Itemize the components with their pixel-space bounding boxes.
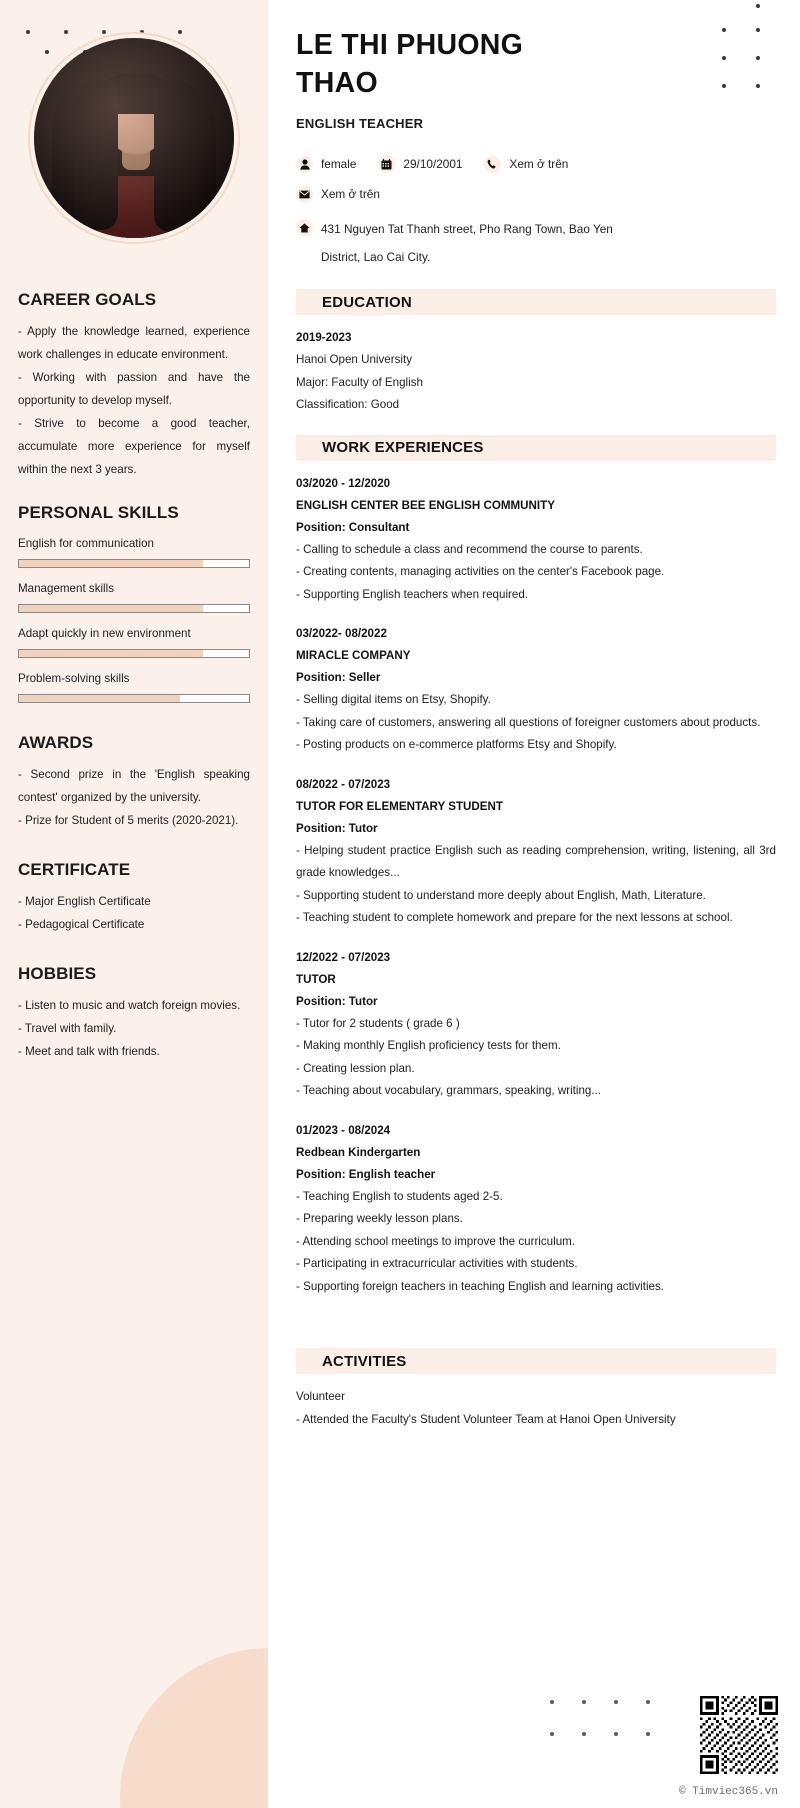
work-bullet: - Teaching student to complete homework and prepare for the next lessons at school.	[296, 911, 733, 924]
hobby-item: - Travel with family.	[18, 1022, 117, 1035]
work-bullet: - Supporting student to understand more deeply about English, Math, Literature.	[296, 888, 706, 902]
page-title: LE THI PHUONG THAO	[296, 29, 524, 99]
skill-progress-fill	[19, 560, 203, 567]
work-bullet: - Creating lession plan.	[296, 1061, 415, 1075]
work-company: MIRACLE COMPANY	[296, 649, 411, 662]
email-value: Xem ở trên	[321, 187, 380, 201]
career-goals-title: CAREER GOALS	[18, 290, 157, 309]
contact-row	[296, 185, 776, 204]
activities-entry	[296, 1386, 776, 1431]
skill-progress-fill	[19, 650, 203, 657]
work-company: TUTOR	[296, 972, 336, 986]
job-title: ENGLISH TEACHER	[296, 116, 424, 131]
contact-phone	[484, 155, 568, 174]
skill-progress-bar	[18, 649, 250, 658]
work-company: ENGLISH CENTER BEE ENGLISH COMMUNITY	[296, 498, 555, 512]
work-dates: 03/2022- 08/2022	[296, 627, 387, 640]
address-value: 431 Nguyen Tat Thanh street, Pho Rang Town, Bao Yen District, Lao Cai City.	[321, 222, 613, 264]
section-certificate	[18, 860, 250, 936]
work-bullet: - Creating contents, managing activities on the center's Facebook page.	[296, 565, 665, 578]
work-bullet: - Preparing weekly lesson plans.	[296, 1212, 463, 1225]
work-bullet: - Calling to schedule a class and recommend the course to parents.	[296, 542, 643, 556]
hobby-item: - Meet and talk with friends.	[18, 1045, 160, 1058]
contact-email	[296, 185, 380, 204]
award-item: - Second prize in the 'English speaking contest' organized by the university.	[18, 768, 250, 804]
profile-photo	[34, 38, 234, 238]
person-icon	[296, 156, 313, 173]
education-years: 2019-2023	[296, 331, 352, 344]
work-dates: 08/2022 - 07/2023	[296, 777, 391, 791]
contact-address	[296, 215, 651, 271]
skill-progress-bar	[18, 694, 250, 703]
contact-row	[296, 155, 776, 174]
award-item: - Prize for Student of 5 merits (2020-2021).	[18, 814, 239, 827]
work-bullet: - Teaching about vocabulary, grammars, speaking, writing...	[296, 1084, 602, 1097]
activities-band-label: ACTIVITIES	[322, 1352, 407, 1370]
contact-block	[296, 155, 776, 271]
skill-item	[18, 537, 250, 568]
activity-role: Volunteer	[296, 1390, 345, 1403]
work-entry	[296, 623, 776, 757]
phone-icon	[484, 156, 501, 173]
skill-progress-bar	[18, 604, 250, 613]
sidebar	[0, 0, 268, 1808]
work-position: Position: Tutor	[296, 994, 378, 1008]
work-band-label: WORK EXPERIENCES	[322, 439, 484, 456]
gender-value: female	[321, 157, 357, 171]
education-school: Hanoi Open University	[296, 353, 412, 366]
work-entry	[296, 473, 776, 607]
work-position: Position: English teacher	[296, 1167, 436, 1181]
work-position: Position: Consultant	[296, 520, 410, 534]
work-entry	[296, 774, 776, 930]
section-band-activities	[296, 1348, 776, 1374]
work-dates: 01/2023 - 08/2024	[296, 1123, 391, 1137]
skill-item	[18, 582, 250, 613]
personal-skills-title: PERSONAL SKILLS	[18, 503, 179, 522]
home-icon	[296, 219, 313, 236]
section-awards	[18, 733, 250, 832]
hobbies-title: HOBBIES	[18, 964, 97, 983]
section-hobbies	[18, 964, 250, 1063]
work-company: TUTOR FOR ELEMENTARY STUDENT	[296, 799, 503, 813]
certificate-title: CERTIFICATE	[18, 860, 131, 879]
education-band-label: EDUCATION	[322, 293, 412, 311]
work-position: Position: Seller	[296, 671, 381, 684]
calendar-icon	[378, 156, 395, 173]
skill-label: Problem-solving skills	[18, 672, 130, 685]
skill-label: Adapt quickly in new environment	[18, 627, 191, 640]
work-bullet: - Tutor for 2 students ( grade 6 )	[296, 1016, 460, 1030]
main-content	[268, 0, 800, 1808]
hobby-item: - Listen to music and watch foreign movies.	[18, 999, 241, 1012]
avatar	[34, 38, 234, 238]
certificate-item: - Pedagogical Certificate	[18, 918, 145, 931]
career-goal-item: - Apply the knowledge learned, experience work challenges in educate environment.	[18, 325, 250, 361]
section-personal-skills	[18, 503, 250, 703]
skill-label: English for communication	[18, 537, 154, 550]
education-entry	[296, 327, 776, 417]
activity-detail: - Attended the Faculty's Student Volunteer Team at Hanoi Open University	[296, 1412, 676, 1426]
work-bullet: - Supporting English teachers when required.	[296, 587, 529, 601]
decorative-dots-footer	[550, 1700, 680, 1760]
birthday-value: 29/10/2001	[403, 157, 463, 171]
footer-credit: © Timviec365.vn	[678, 1786, 778, 1798]
work-bullet: - Selling digital items on Etsy, Shopify.	[296, 693, 491, 706]
skill-item	[18, 627, 250, 658]
work-entry	[296, 947, 776, 1103]
qr-code-icon[interactable]	[700, 1696, 778, 1774]
work-company: Redbean Kindergarten	[296, 1145, 421, 1159]
section-career-goals	[18, 290, 250, 481]
work-bullet: - Supporting foreign teachers in teaching English and learning activities.	[296, 1279, 664, 1293]
career-goal-item: - Working with passion and have the opportunity to develop myself.	[18, 371, 250, 407]
contact-row	[296, 215, 776, 271]
contact-birthday	[378, 155, 462, 174]
skill-progress-bar	[18, 559, 250, 568]
decorative-dots-top-right	[720, 0, 780, 120]
work-dates: 03/2020 - 12/2020	[296, 476, 391, 490]
envelope-icon	[296, 186, 313, 203]
work-bullet: - Teaching English to students aged 2-5.	[296, 1189, 503, 1203]
career-goal-item: - Strive to become a good teacher, accumulate more experience for myself within the next 3 years.	[18, 417, 250, 476]
work-bullet: - Making monthly English proficiency tests for them.	[296, 1039, 561, 1052]
certificate-item: - Major English Certificate	[18, 895, 151, 908]
section-band-education	[296, 289, 776, 315]
work-position: Position: Tutor	[296, 821, 378, 835]
skill-item	[18, 672, 250, 703]
education-major: Major: Faculty of English	[296, 375, 423, 389]
skill-progress-fill	[19, 695, 180, 702]
work-entry	[296, 1120, 776, 1299]
work-bullet: - Taking care of customers, answering all questions of foreigner customers about products.	[296, 715, 761, 729]
work-bullet: - Posting products on e-commerce platforms Etsy and Shopify.	[296, 738, 617, 751]
work-bullet: - Attending school meetings to improve the curriculum.	[296, 1234, 576, 1248]
skill-progress-fill	[19, 605, 203, 612]
education-classification: Classification: Good	[296, 398, 400, 411]
contact-gender	[296, 155, 356, 174]
work-bullet: - Participating in extracurricular activities with students.	[296, 1257, 578, 1270]
section-band-work	[296, 435, 776, 461]
work-dates: 12/2022 - 07/2023	[296, 950, 391, 964]
awards-title: AWARDS	[18, 733, 94, 752]
phone-value: Xem ở trên	[509, 157, 569, 171]
work-bullet: - Helping student practice English such as reading comprehension, writing, listening, all 3rd grade knowledges...	[296, 843, 776, 879]
skill-label: Management skills	[18, 582, 115, 595]
